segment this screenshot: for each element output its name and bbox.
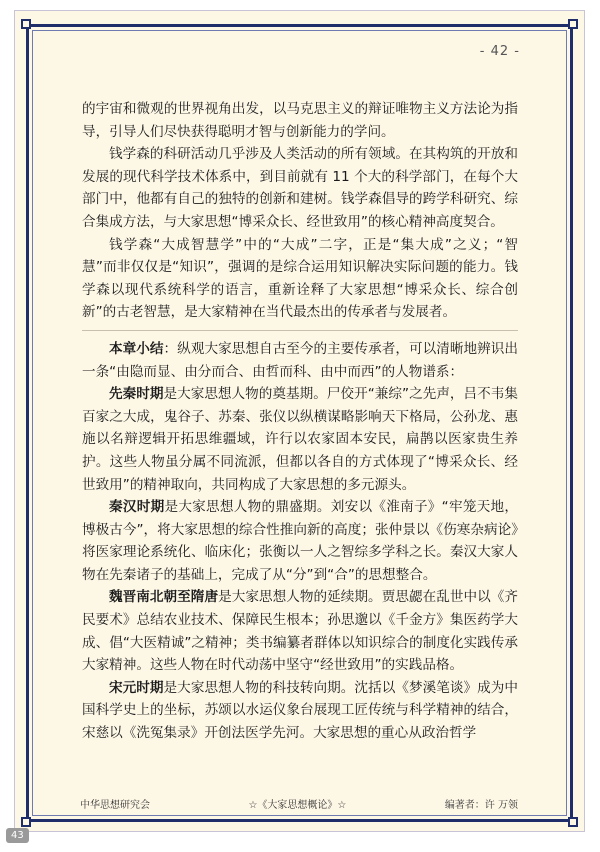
period-text: 是大家思想人物的科技转向期。沈括以《梦溪笔谈》成为中国科学史上的坐标，苏颂以水运仪象台展现工匠传统与科学精神的结合，宋慈以《洗冤集录》开创法医学先河。大家思想的重心从政治哲学: [82, 679, 519, 742]
period-text: 是大家思想人物的鼎盛期。刘安以《淮南子》“牢笼天地，博极古今”，将大家思想的综合性推向新的高度；张仲景以《伤寒杂病论》将医家理论系统化、临床化；张衡以一人之智综多学科之长。秦汉大家人物在先秦诸子的基础上，完成了从“分”到“合”的思想整合。: [82, 499, 519, 583]
period-paragraph: [82, 586, 518, 676]
chapter-summary: [82, 338, 518, 383]
section-divider: [82, 330, 518, 331]
page-number: - 42 -: [479, 44, 520, 59]
period-paragraph: [82, 496, 518, 586]
viewer-page-badge[interactable]: 43: [6, 828, 29, 843]
footer-book-title: ☆《大家思想概论》☆: [248, 800, 347, 811]
footer-publisher: 中华思想研究会: [80, 800, 150, 811]
page-footer: [80, 796, 518, 811]
period-label: 宋元时期: [109, 679, 164, 696]
period-label: 魏晋南北朝至隋唐: [109, 589, 219, 606]
period-text: 是大家思想人物的奠基期。尸佼开“兼综”之先声，吕不韦集百家之大成，鬼谷子、苏秦、张仪以纵横谋略影响天下格局，公孙龙、惠施以名辩逻辑开拓思维疆域，许行以农家固本安民，扁鹊以医家贵生养护。这些人物虽分属不同流派，但都以各自的方式体现了“博采众长、经世致用”的精神取向，共同构成了大家思想的多元源头。: [82, 386, 518, 493]
corner-ornament-bottom-left: [21, 817, 31, 827]
paragraph: 钱学森“大成智慧学”中的“大成”二字，正是“集大成”之义；“智慧”而非仅仅是“知识”，强调的是综合运用知识解决实际问题的能力。钱学森以现代系统科学的语言，重新诠释了大家思想“博采众长、综合创新”的古老智慧，是大家精神在当代最杰出的传承者与发展者。: [82, 236, 518, 321]
corner-ornament-bottom-right: [568, 817, 578, 827]
footer-author: 编著者：许 万领: [444, 800, 518, 811]
corner-ornament-top-right: [568, 19, 578, 29]
summary-text: ：纵观大家思想自古至今的主要传承者，可以清晰地辨识出一条“由隐而显、由分而合、由哲而科、由中而西”的人物谱系：: [82, 340, 519, 380]
period-paragraph: [82, 383, 518, 496]
period-text: 是大家思想人物的延续期。贾思勰在乱世中以《齐民要术》总结农业技术、保障民生根本；孙思邈以《千金方》集医药学大成、倡“大医精诚”之精神；类书编纂者群体以知识综合的制度化实践传承大家精神。这些人物在时代动荡中坚守“经世致用”的实践品格。: [82, 589, 518, 674]
corner-ornament-top-left: [21, 19, 31, 29]
page-body: [82, 98, 518, 745]
period-label: 秦汉时期: [109, 499, 165, 516]
summary-label: 本章小结: [109, 340, 164, 357]
paragraph: 的宇宙和微观的世界视角出发，以马克思主义的辩证唯物主义方法论为指导，引导人们尽快获得聪明才智与创新能力的学问。: [82, 101, 518, 140]
period-label: 先秦时期: [109, 386, 164, 403]
paragraph: 钱学森的科研活动几乎涉及人类活动的所有领域。在其构筑的开放和发展的现代科学技术体系中，到目前就有 11 个大的科学部门，在每个大部门中，他都有自己的独特的创新和建树。钱学森倡导的跨学科研究、综合集成方法，与大家思想“博采众长、经世致用”的核心精神高度契合。: [82, 146, 518, 230]
period-paragraph: [82, 677, 518, 745]
